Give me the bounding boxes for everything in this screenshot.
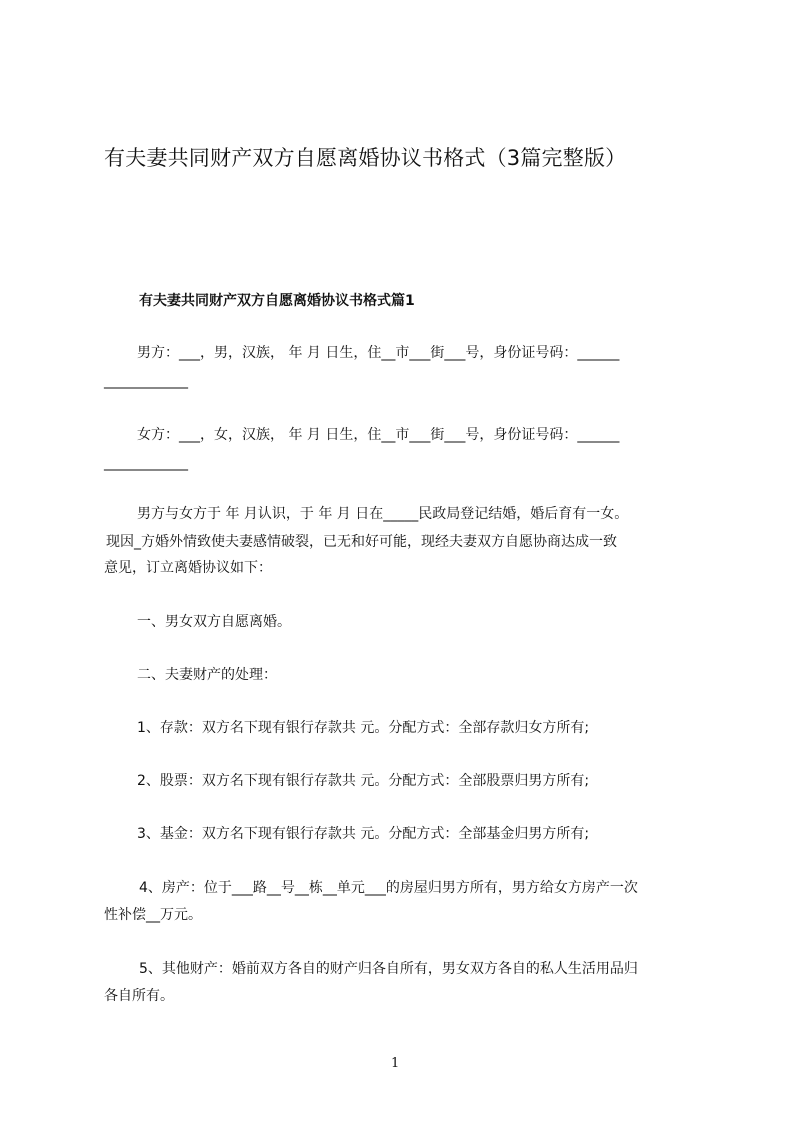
section-heading: 有夫妻共同财产双方自愿离婚协议书格式篇1	[139, 293, 415, 309]
document-title: 有夫妻共同财产双方自愿离婚协议书格式（3篇完整版）	[104, 146, 627, 170]
intro-line-3: 意见，订立离婚协议如下：	[104, 560, 272, 576]
property-item-4-line-2: 性补偿__万元。	[104, 907, 202, 923]
property-item-1: 1、存款：双方名下现有银行存款共 元。分配方式：全部存款归女方所有;	[137, 720, 590, 736]
property-item-5-line-2: 各自所有。	[104, 988, 174, 1004]
intro-line-1: 男方与女方于 年 月认识，于 年 月 日在_____民政局登记结婚，婚后育有一女。	[137, 506, 629, 522]
man-info-line-1: 男方：___，男，汉族， 年 月 日生，住__市___街___号，身份证号码：______	[137, 345, 620, 361]
man-info-line-2: ____________	[104, 373, 188, 389]
property-item-3: 3、基金：双方名下现有银行存款共 元。分配方式：全部基金归男方所有;	[137, 826, 590, 842]
page-number: 1	[391, 1056, 400, 1071]
clause-1: 一、男女双方自愿离婚。	[137, 614, 291, 630]
woman-info-line-2: ____________	[104, 455, 188, 471]
property-item-5-line-1: 5、其他财产：婚前双方各自的财产归各自所有，男女双方各自的私人生活用品归	[139, 961, 638, 977]
clause-2: 二、夫妻财产的处理：	[137, 667, 277, 683]
intro-line-2: 现因_方婚外情致使夫妻感情破裂，已无和好可能，现经夫妻双方自愿协商达成一致	[106, 534, 617, 550]
property-item-2: 2、股票：双方名下现有银行存款共 元。分配方式：全部股票归男方所有;	[137, 773, 590, 789]
woman-info-line-1: 女方：___，女，汉族， 年 月 日生，住__市___街___号，身份证号码：______	[137, 427, 620, 443]
property-item-4-line-1: 4、房产：位于___路__号__栋__单元___的房屋归男方所有，男方给女方房产一次	[139, 880, 638, 896]
